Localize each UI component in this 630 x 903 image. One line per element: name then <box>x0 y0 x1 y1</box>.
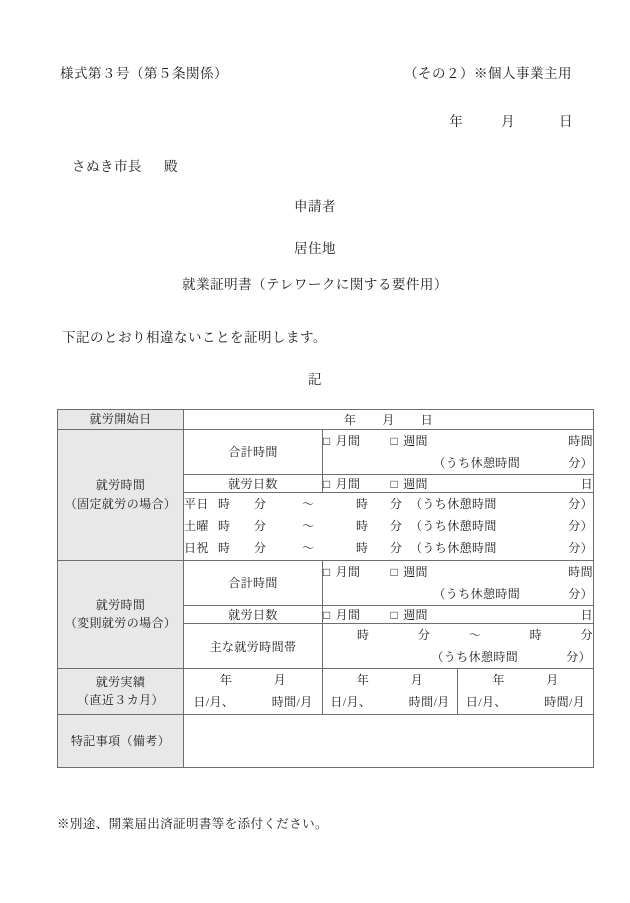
checkbox-icon[interactable]: □ <box>390 476 399 491</box>
day-start-hour: 時 <box>218 496 231 511</box>
fixed-work-label <box>58 429 184 560</box>
page-title: 就業証明書（テレワークに関する要件用） <box>182 277 448 292</box>
record-month: 月 <box>546 673 559 688</box>
main-band-start-min: 分 <box>417 627 431 642</box>
remarks-label: 特記事項（備考） <box>58 714 184 768</box>
ki-mark: 記 <box>308 372 322 387</box>
variable-days-weekly-label: 週間 <box>403 607 428 622</box>
day-start-hour: 時 <box>218 519 231 534</box>
checkbox-icon[interactable]: □ <box>390 564 399 579</box>
variable-work-label <box>58 560 184 669</box>
addressee-line <box>72 155 178 175</box>
date-month-label: 月 <box>501 114 516 129</box>
date-day-label: 日 <box>559 114 573 129</box>
day-end-min: 分 <box>390 541 403 556</box>
table-row-start-date <box>58 410 594 430</box>
table-row-remarks <box>58 714 594 768</box>
variable-work-label-line1: 就労時間 <box>95 597 146 612</box>
fixed-work-label-line2: （固定就労の場合） <box>64 496 177 511</box>
work-record-label-line2: （直近３カ月） <box>77 693 164 708</box>
fixed-total-rest-label: （うち休憩時間 <box>433 455 521 470</box>
day-rest-label: （うち休憩時間 <box>410 541 497 556</box>
main-band-value-cell[interactable] <box>323 623 594 668</box>
variable-total-hours-unit: 時間 <box>568 564 594 579</box>
residence-label: 居住地 <box>294 241 336 256</box>
day-end-min: 分 <box>390 519 403 534</box>
main-band-sublabel: 主な就労時間帯 <box>184 623 323 668</box>
day-rest-unit: 分） <box>568 496 594 511</box>
day-end-hour: 時 <box>356 541 369 556</box>
checkbox-icon[interactable]: □ <box>390 433 399 448</box>
checkbox-icon[interactable]: □ <box>323 476 331 491</box>
day-start-min: 分 <box>254 519 267 534</box>
day-rest-unit: 分） <box>568 541 594 556</box>
fixed-work-label-line1: 就労時間 <box>95 477 146 492</box>
table-row-work-record <box>58 669 594 714</box>
variable-work-days-unit: 日 <box>580 607 594 622</box>
date-year-label: 年 <box>449 114 464 129</box>
variable-total-rest-unit: 分） <box>568 586 594 601</box>
main-band-end-hour: 時 <box>529 627 543 642</box>
fixed-days-monthly-label: 月間 <box>335 476 361 491</box>
fixed-days-weekly-label: 週間 <box>403 476 428 491</box>
start-date-value-cell[interactable] <box>184 410 594 430</box>
checkbox-icon[interactable]: □ <box>323 564 331 579</box>
day-tilde: ～ <box>302 519 315 534</box>
applicant-label: 申請者 <box>294 199 336 214</box>
fixed-total-rest-unit: 分） <box>568 455 594 470</box>
footer-note: ※別途、開業届出済証明書等を添付ください。 <box>57 817 328 831</box>
main-band-tilde: ～ <box>468 627 482 642</box>
variable-total-monthly-label: 月間 <box>335 564 361 579</box>
certification-statement: 下記のとおり相違ないことを証明します。 <box>62 330 327 345</box>
fixed-work-days-unit: 日 <box>580 476 594 491</box>
day-start-min: 分 <box>254 496 267 511</box>
work-record-month-cell[interactable] <box>323 669 458 714</box>
fixed-total-hours-sublabel: 合計時間 <box>184 429 323 474</box>
header-row <box>60 62 572 82</box>
checkbox-icon[interactable]: □ <box>323 607 331 622</box>
record-days-unit: 日/月、 <box>193 695 235 710</box>
start-date-day: 日 <box>420 412 434 427</box>
start-date-label: 就労開始日 <box>58 410 184 430</box>
checkbox-icon[interactable]: □ <box>323 433 331 448</box>
fixed-total-hours-value-cell[interactable] <box>323 429 594 474</box>
variable-total-hours-sublabel: 合計時間 <box>184 560 323 605</box>
variable-total-hours-value-cell[interactable] <box>323 560 594 605</box>
day-row[interactable] <box>184 493 593 515</box>
variable-days-monthly-label: 月間 <box>335 607 361 622</box>
day-rest-unit: 分） <box>568 519 594 534</box>
form-number: 様式第３号（第５条関係） <box>60 66 228 81</box>
fixed-day-schedule-cell[interactable] <box>184 492 594 560</box>
main-band-start-hour: 時 <box>357 627 370 642</box>
variable-work-days-value-cell[interactable] <box>323 605 594 623</box>
record-hours-unit: 時間/月 <box>408 695 450 710</box>
variable-total-weekly-label: 週間 <box>403 564 428 579</box>
day-tilde: ～ <box>302 541 315 556</box>
work-record-label-line1: 就労実績 <box>95 674 146 689</box>
variable-work-label-line2: （変則就労の場合） <box>64 616 177 631</box>
record-days-unit: 日/月、 <box>330 695 372 710</box>
fixed-total-hours-unit: 時間 <box>568 433 594 448</box>
addressee-honorific: 殿 <box>164 159 178 174</box>
date-line <box>0 110 573 130</box>
start-date-month: 月 <box>382 412 395 427</box>
fixed-work-days-value-cell[interactable] <box>323 474 594 492</box>
main-band-end-min: 分 <box>580 627 594 642</box>
addressee-name: さぬき市長 <box>72 159 142 174</box>
day-name: 土曜 <box>184 519 209 534</box>
table-row-variable-total-hours <box>58 560 594 605</box>
work-record-month-cell[interactable] <box>458 669 594 714</box>
day-row[interactable] <box>184 515 593 537</box>
fixed-total-monthly-label: 月間 <box>335 433 361 448</box>
work-record-label <box>58 669 184 714</box>
day-end-hour: 時 <box>356 519 369 534</box>
day-tilde: ～ <box>302 496 315 511</box>
start-date-year: 年 <box>343 412 357 427</box>
record-days-unit: 日/月、 <box>465 695 507 710</box>
table-row-fixed-total-hours <box>58 429 594 474</box>
record-year: 年 <box>356 673 370 688</box>
record-month: 月 <box>410 673 424 688</box>
work-record-month-cell[interactable] <box>184 669 323 714</box>
record-hours-unit: 時間/月 <box>544 695 586 710</box>
day-end-min: 分 <box>390 496 403 511</box>
variable-total-rest-label: （うち休憩時間 <box>433 586 521 601</box>
fixed-total-weekly-label: 週間 <box>403 433 428 448</box>
variable-work-days-sublabel: 就労日数 <box>184 605 323 623</box>
day-name: 日祝 <box>184 541 209 556</box>
main-band-rest-unit: 分） <box>566 650 592 665</box>
day-rest-label: （うち休憩時間 <box>410 519 497 534</box>
day-row[interactable] <box>184 537 593 559</box>
record-year: 年 <box>219 673 233 688</box>
fixed-work-days-sublabel: 就労日数 <box>184 474 323 492</box>
day-end-hour: 時 <box>356 496 369 511</box>
day-name: 平日 <box>184 496 209 511</box>
checkbox-icon[interactable]: □ <box>390 607 399 622</box>
day-start-hour: 時 <box>218 541 231 556</box>
day-start-min: 分 <box>254 541 267 556</box>
record-month: 月 <box>273 673 287 688</box>
main-band-rest-label: （うち休憩時間 <box>431 650 519 665</box>
form-variant: （その２）※個人事業主用 <box>404 66 572 81</box>
record-hours-unit: 時間/月 <box>271 695 313 710</box>
work-certificate-table <box>57 409 594 768</box>
remarks-value-cell[interactable] <box>184 714 594 768</box>
record-year: 年 <box>492 673 505 688</box>
day-rest-label: （うち休憩時間 <box>410 496 497 511</box>
